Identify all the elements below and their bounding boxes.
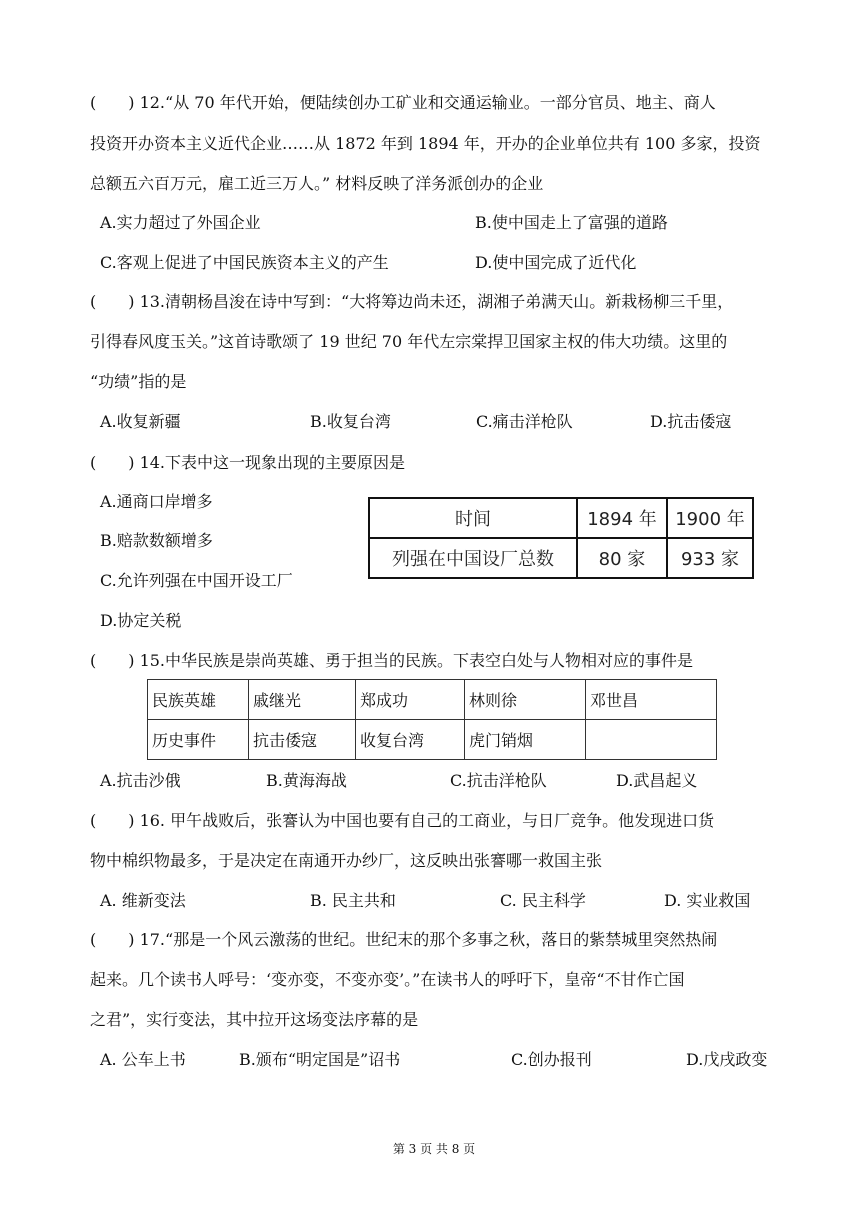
- q17-stem-line1: ( ) 17.“那是一个风云激荡的世纪。世纪末的那个多事之秋，落日的紫禁城里突然热闹: [90, 930, 718, 949]
- q15-option-c: C.抗击洋枪队: [450, 771, 547, 790]
- q17-option-d: D.戊戌政变: [686, 1050, 768, 1069]
- q15-hero-2: 郑成功: [356, 680, 465, 720]
- q14-header-1900: 1900 年: [667, 498, 753, 538]
- q16-stem-line2: 物中棉织物最多，于是决定在南通开办纱厂，这反映出张謇哪一救国主张: [90, 851, 603, 870]
- q16-option-a: A. 维新变法: [100, 891, 186, 910]
- q14-stem: ( ) 14.下表中这一现象出现的主要原因是: [90, 453, 406, 472]
- q12-stem-line3: 总额五六百万元，雇工近三万人。” 材料反映了洋务派创办的企业: [90, 174, 544, 193]
- q15-events-label: 历史事件: [148, 720, 249, 760]
- q17-option-c: C.创办报刊: [511, 1050, 592, 1069]
- q17-stem-line3: 之君”，实行变法，其中拉开这场变法序幕的是: [90, 1010, 419, 1029]
- q13-stem-line1: ( ) 13.清朝杨昌浚在诗中写到：“大将筹边尚未还，湖湘子弟满天山。新栽杨柳三千里，: [90, 292, 734, 311]
- q12-option-d: D.使中国完成了近代化: [475, 253, 637, 272]
- q13-option-d: D.抗击倭寇: [650, 412, 732, 431]
- q14-header-time: 时间: [369, 498, 577, 538]
- q15-table-row-events: [148, 720, 717, 760]
- q15-option-a: A.抗击沙俄: [100, 771, 181, 790]
- q17-option-b: B.颁布“明定国是”诏书: [239, 1050, 401, 1069]
- q12-stem-line2: 投资开办资本主义近代企业……从 1872 年到 1894 年，开办的企业单位共有 100 多家，投资: [90, 134, 761, 153]
- q14-option-b: B.赔款数额增多: [100, 531, 213, 550]
- q17-option-a: A. 公车上书: [100, 1050, 186, 1069]
- q14-option-a: A.通商口岸增多: [100, 492, 213, 511]
- q14-table-header-row: [369, 498, 753, 538]
- q14-value-1900: 933 家: [667, 538, 753, 578]
- q14-table-data-row: [369, 538, 753, 578]
- q12-option-a: A.实力超过了外国企业: [100, 213, 261, 232]
- q14-option-d: D.协定关税: [100, 611, 182, 630]
- q12-option-b: B.使中国走上了富强的道路: [475, 213, 668, 232]
- q13-stem-line2: 引得春风度玉关。”这首诗歌颂了 19 世纪 70 年代左宗棠捍卫国家主权的伟大功绩。这里的: [90, 332, 728, 351]
- q14-factory-table: [368, 497, 754, 579]
- q15-hero-4: 邓世昌: [586, 680, 717, 720]
- page-number-footer: 第 3 页 共 8 页: [392, 1142, 476, 1156]
- q13-stem-line3: “功绩”指的是: [90, 372, 187, 391]
- q16-option-b: B. 民主共和: [310, 891, 396, 910]
- q15-event-blank: [586, 720, 717, 760]
- q15-event-2: 收复台湾: [356, 720, 465, 760]
- q15-option-d: D.武昌起义: [616, 771, 698, 790]
- q16-option-d: D. 实业救国: [664, 891, 751, 910]
- q15-table-row-heroes: [148, 680, 717, 720]
- q12-stem-line1: ( ) 12.“从 70 年代开始，便陆续创办工矿业和交通运输业。一部分官员、地主、商人: [90, 93, 716, 112]
- q13-option-c: C.痛击洋枪队: [476, 412, 573, 431]
- q15-event-3: 虎门销烟: [465, 720, 586, 760]
- q13-option-b: B.收复台湾: [310, 412, 391, 431]
- q15-event-1: 抗击倭寇: [249, 720, 356, 760]
- q15-heroes-label: 民族英雄: [148, 680, 249, 720]
- q14-value-1894: 80 家: [577, 538, 667, 578]
- q16-option-c: C. 民主科学: [500, 891, 586, 910]
- q13-option-a: A.收复新疆: [100, 412, 181, 431]
- q16-stem-line1: ( ) 16. 甲午战败后，张謇认为中国也要有自己的工商业，与日厂竞争。他发现进口货: [90, 811, 715, 830]
- q14-row-label: 列强在中国设厂总数: [369, 538, 577, 578]
- q15-hero-1: 戚继光: [249, 680, 356, 720]
- q15-hero-table: [147, 679, 717, 760]
- q15-stem: ( ) 15.中华民族是崇尚英雄、勇于担当的民族。下表空白处与人物相对应的事件是: [90, 651, 694, 670]
- q17-stem-line2: 起来。几个读书人呼号：‘变亦变，不变亦变’。”在读书人的呼吁下，皇帝“不甘作亡国: [90, 970, 685, 989]
- q15-hero-3: 林则徐: [465, 680, 586, 720]
- q14-header-1894: 1894 年: [577, 498, 667, 538]
- q14-option-c: C.允许列强在中国开设工厂: [100, 571, 293, 590]
- q15-option-b: B.黄海海战: [266, 771, 347, 790]
- q12-option-c: C.客观上促进了中国民族资本主义的产生: [100, 253, 389, 272]
